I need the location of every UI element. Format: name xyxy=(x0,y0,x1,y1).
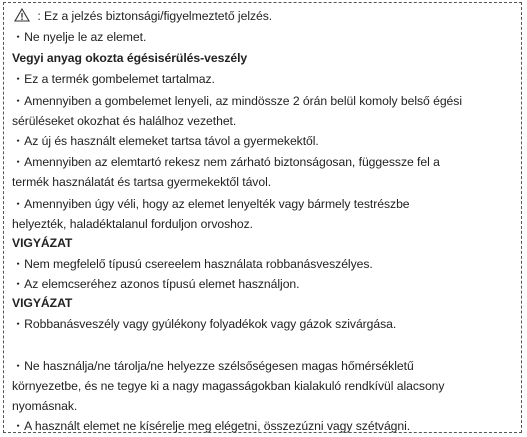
notice-line-2: ・Ne nyelje le az elemet. xyxy=(12,30,147,44)
warning-triangle-icon xyxy=(14,8,30,22)
notice-line-8: ・Amennyiben az elemtartó rekesz nem zárható biztonságosan, függessze fel a xyxy=(12,155,440,169)
notice-line-10: ・Amennyiben úgy véli, hogy az elemet lenyelték vagy bármely testrészbe xyxy=(12,197,410,211)
notice-line-18: környezetbe, és ne tegye ki a nagy magasságokban kialakuló rendkívül alacsony xyxy=(12,379,445,393)
chemical-burn-heading: Vegyi anyag okozta égésisérülés-veszély xyxy=(12,51,248,65)
notice-line-1 xyxy=(6,8,272,24)
notice-line-19: nyomásnak. xyxy=(12,399,78,413)
caution-heading-1: VIGYÁZAT xyxy=(12,236,73,250)
notice-line-13: ・Nem megfelelő típusú csereelem használata robbanásveszélyes. xyxy=(12,257,373,271)
notice-line-9: termék használatát és tartsa gyermekektől távol. xyxy=(12,175,272,189)
notice-line-5: ・Amennyiben a gombelemet lenyeli, az mindössze 2 órán belül komoly belső égési xyxy=(12,94,462,108)
caution-heading-2: VIGYÁZAT xyxy=(12,296,73,310)
notice-line-16: ・Robbanásveszély vagy gyúlékony folyadékok vagy gázok szivárgása. xyxy=(12,317,397,331)
notice-line-20: ・A használt elemet ne kísérelje meg elégetni, összezúzni vagy szétvágni. xyxy=(12,419,411,433)
notice-line-6: sérüléseket okozhat és halálhoz vezethet. xyxy=(12,114,237,128)
notice-line-14: ・Az elemcseréhez azonos típusú elemet használjon. xyxy=(12,277,300,291)
notice-line-7: ・Az új és használt elemeket tartsa távol a gyermekektől. xyxy=(12,134,319,148)
notice-line-4: ・Ez a termék gombelemet tartalmaz. xyxy=(12,72,215,86)
notice-line-1-text: : Ez a jelzés biztonsági/figyelmeztető jelzés. xyxy=(34,9,273,23)
notice-line-17: ・Ne használja/ne tárolja/ne helyezze szélsőségesen magas hőmérsékletű xyxy=(12,359,414,373)
notice-line-11: helyezték, haladéktalanul forduljon orvoshoz. xyxy=(12,217,253,231)
